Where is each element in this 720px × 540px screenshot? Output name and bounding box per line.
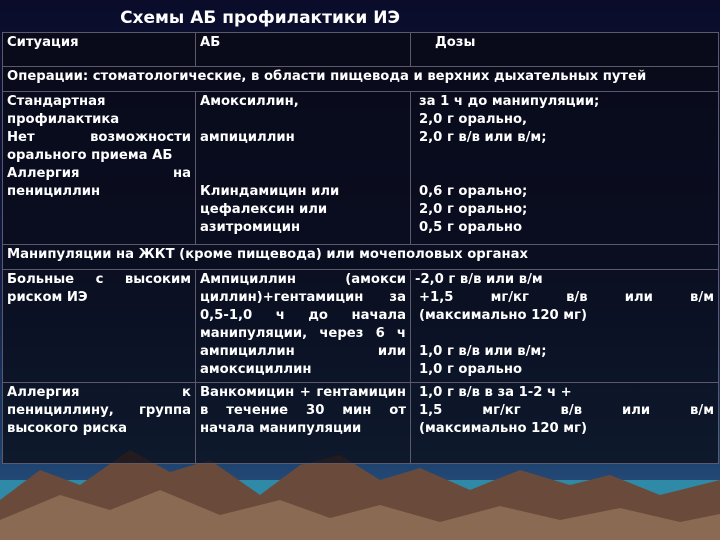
ab-cell <box>196 92 411 245</box>
section-title-operations: Операции: стоматологические, в области пищевода и верхних дыхательных путей <box>3 67 719 92</box>
dose-line: -2,0 г в/в или в/м <box>415 272 543 287</box>
dose-cell <box>411 270 719 383</box>
ab-line: азитромицин <box>200 220 301 235</box>
dose-line: 0,5 г орально <box>419 220 523 235</box>
table-header-row <box>3 33 719 67</box>
header-ab: АБ <box>196 33 411 67</box>
dose-cell <box>411 92 719 245</box>
dose-line: +1,5 мг/кг в/в или в/м <box>419 290 714 305</box>
dose-line: за 1 ч до манипуляции; <box>419 94 600 109</box>
situation-line: Стандартная <box>7 94 106 109</box>
prophylaxis-table <box>2 32 719 464</box>
dose-line: (максимально 120 мг) <box>419 308 587 323</box>
situation-line: Нет возможности <box>7 130 191 145</box>
dose-line: 1,0 г орально <box>419 362 523 377</box>
dose-line: 0,6 г орально; <box>419 184 528 199</box>
dose-line: (максимально 120 мг) <box>419 421 587 436</box>
ab-line: Амоксиллин, <box>200 94 299 109</box>
dose-line: 1,5 мг/кг в/в или в/м <box>419 403 714 418</box>
section-row-git <box>3 245 719 270</box>
ab-line: ампициллин <box>200 130 295 145</box>
dose-line: 2,0 г в/в или в/м; <box>419 130 547 145</box>
situation-cell: Аллергия к пенициллину, группа высокого риска <box>3 383 196 464</box>
dose-line: 2,0 г орально; <box>419 202 528 217</box>
header-doses: Дозы <box>411 33 719 67</box>
situation-line: Аллергия на <box>7 166 191 181</box>
table-row-high-risk <box>3 270 719 383</box>
situation-cell: Больные с высоким риском ИЭ <box>3 270 196 383</box>
header-situation: Ситуация <box>3 33 196 67</box>
dose-line: 2,0 г орально, <box>419 112 528 127</box>
section-row-operations <box>3 67 719 92</box>
ab-line: цефалексин или <box>200 202 328 217</box>
ab-cell: Ванкомицин + гентамицин в течение 30 мин от начала манипуляции <box>196 383 411 464</box>
dose-line: 1,0 г в/в или в/м; <box>419 344 547 359</box>
section-title-git: Манипуляции на ЖКТ (кроме пищевода) или мочеполовых органах <box>3 245 719 270</box>
situation-cell <box>3 92 196 245</box>
situation-line: профилактика <box>7 112 120 127</box>
ab-cell: Ампициллин (амокси циллин)+гентамицин за 0,5-1,0 ч до начала манипуляции, через 6 ч ампициллин или амоксициллин <box>196 270 411 383</box>
dose-cell <box>411 383 719 464</box>
table-row-allergy <box>3 383 719 464</box>
dose-line: 1,0 г в/в в за 1-2 ч + <box>419 385 572 400</box>
situation-line: пенициллин <box>7 184 101 199</box>
table-row-standard <box>3 92 719 245</box>
page-title: Схемы АБ профилактики ИЭ <box>120 8 400 28</box>
ab-line: Клиндамицин или <box>200 184 340 199</box>
situation-line: орального приема АБ <box>7 148 173 163</box>
